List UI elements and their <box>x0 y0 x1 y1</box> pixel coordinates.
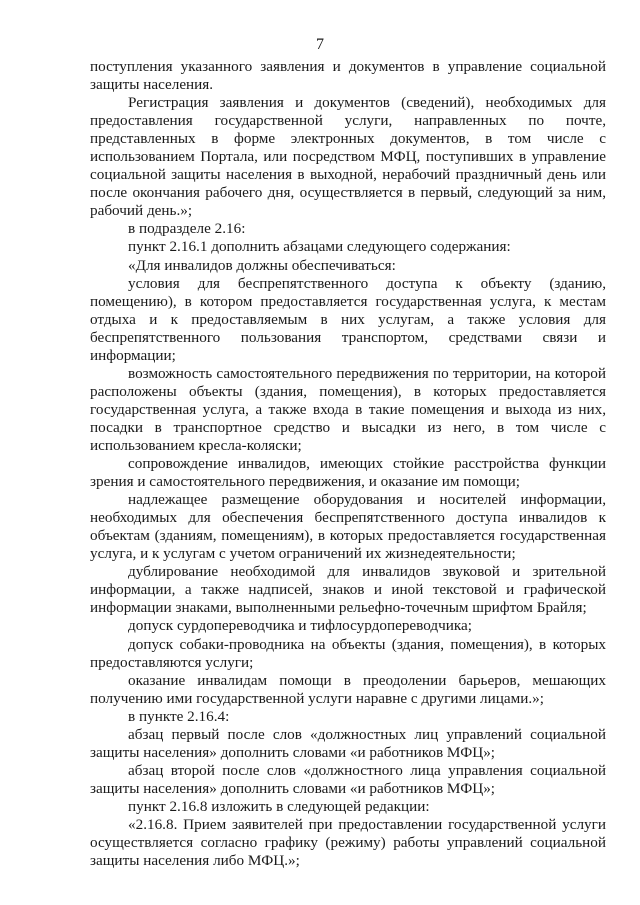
paragraph: поступления указанного заявления и документов в управление социальной защиты населения. <box>90 58 606 94</box>
paragraph: пункт 2.16.8 изложить в следующей редакции: <box>128 797 430 815</box>
paragraph: возможность самостоятельного передвижения по территории, на которой расположены объекты (здания, помещения), в которых предоставляется государственная услуга, а также входа в такие помещения и выхода из них, посадки в транспортное средство и высадки из него, в том числе с использованием кресла-коляски; <box>90 364 606 454</box>
paragraph: пункт 2.16.1 дополнить абзацами следующего содержания: <box>128 238 511 256</box>
paragraph: абзац второй после слов «должностного лица управления социальной защиты населения» дополнить словами «и работников МФЦ»; <box>90 761 606 797</box>
paragraph: «2.16.8. Прием заявителей при предоставлении государственной услуги осуществляется согласно графику (режиму) работы управлений социальной защиты населения либо МФЦ.»; <box>90 815 606 870</box>
paragraph: оказание инвалидам помощи в преодолении барьеров, мешающих получению ими государственной услуги наравне с другими лицами.»; <box>90 671 606 707</box>
paragraph: в пункте 2.16.4: <box>128 707 230 725</box>
document-body <box>90 58 606 870</box>
paragraph: допуск сурдопереводчика и тифлосурдопереводчика; <box>128 617 472 635</box>
paragraph: надлежащее размещение оборудования и носителей информации, необходимых для обеспечения беспрепятственного доступа инвалидов к объектам (зданиям, помещениям), в которых предоставляется государственная услуга, и к услугам с учетом ограничений их жизнедеятельности; <box>90 491 606 563</box>
paragraph: дублирование необходимой для инвалидов звуковой и зрительной информации, а также надписей, знаков и иной текстовой и графической информации знаками, выполненными рельефно-точечным шрифтом Брайля; <box>90 563 606 617</box>
paragraph: абзац первый после слов «должностных лиц управлений социальной защиты населения» дополнить словами «и работников МФЦ»; <box>90 725 606 761</box>
paragraph: в подразделе 2.16: <box>128 220 246 238</box>
paragraph: «Для инвалидов должны обеспечиваться: <box>128 256 396 274</box>
paragraph: условия для беспрепятственного доступа к объекту (зданию, помещению), в котором предоставляется государственная услуга, к местам отдыха и к предоставляемым в них услугам, а также условия для беспрепятственного пользования транспортом, средствами связи и информации; <box>90 274 606 364</box>
paragraph: сопровождение инвалидов, имеющих стойкие расстройства функции зрения и самостоятельного передвижения, и оказание им помощи; <box>90 455 606 491</box>
paragraph: Регистрация заявления и документов (сведений), необходимых для предоставления государственной услуги, направленных по почте, представленных в форме электронных документов, в том числе с использованием Портала, или посредством МФЦ, поступивших в управление социальной защиты населения в выходной, нерабочий праздничный день или после окончания рабочего дня, осуществляется в первый, следующий за ним, рабочий день.»; <box>90 94 606 220</box>
paragraph: допуск собаки-проводника на объекты (здания, помещения), в которых предоставляются услуги; <box>90 635 606 671</box>
page-number: 7 <box>316 36 324 53</box>
